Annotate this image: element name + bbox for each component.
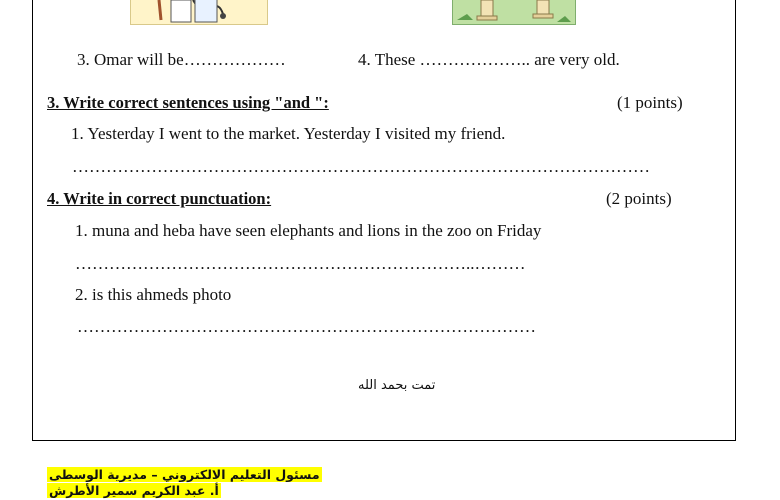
q4-points: (2 points) — [606, 189, 672, 208]
q3-answer-line: ………………………………………………………………………………………… — [72, 157, 650, 176]
q2-item-3: 3. Omar will be……………… — [77, 50, 286, 69]
footer-author: أ. عبد الكريم سمير الأطرش — [49, 483, 219, 498]
q2-item-4: 4. These ……………….. are very old. — [358, 50, 620, 69]
doctor-illustration — [130, 0, 268, 25]
q4-item-2: 2. is this ahmeds photo — [75, 285, 232, 304]
q3-heading: 3. Write correct sentences using "and ": — [47, 93, 329, 112]
q4-answer-line-1: ……………………………………………………………..……… — [75, 254, 526, 273]
ancient-columns-illustration — [452, 0, 576, 25]
footer-title: مسئول التعليم الالكتروني – مديرية الوسطى — [49, 467, 320, 482]
q4-item-1: 1. muna and heba have seen elephants and lions in the zoo on Friday — [75, 221, 542, 240]
q3-points: (1 points) — [617, 93, 683, 112]
q4-answer-line-2: ……………………………………………………………………… — [77, 317, 536, 336]
closing-text: تمت بحمد الله — [358, 378, 436, 393]
q4-heading: 4. Write in correct punctuation: — [47, 189, 272, 208]
q3-item-1: 1. Yesterday I went to the market. Yesterday I visited my friend. — [71, 124, 506, 143]
